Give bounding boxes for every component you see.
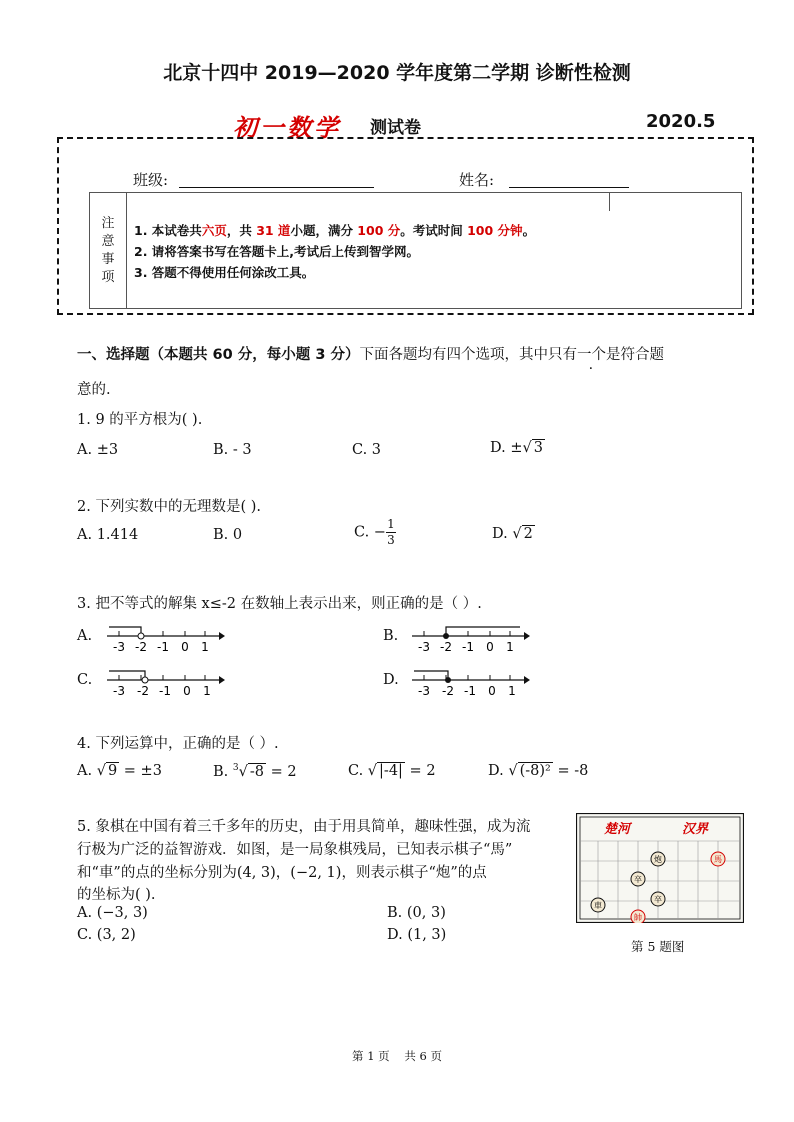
notice-text: 小题，满分 bbox=[290, 223, 358, 238]
notice-text: 1. 本试卷共 bbox=[134, 223, 202, 238]
tick-label: 0 bbox=[183, 684, 191, 698]
option-text: D. ± bbox=[490, 440, 523, 456]
sqrt-expression: √ 2 bbox=[512, 526, 533, 542]
sqrt-expression: √ 9 bbox=[96, 763, 118, 779]
table-divider bbox=[609, 193, 610, 211]
question-5-line-2: 行极为广泛的益智游戏．如图，是一局象棋残局，已知表示棋子“馬” bbox=[77, 842, 513, 858]
numerator: 1 bbox=[387, 517, 395, 531]
tick-label: -3 bbox=[113, 640, 125, 654]
option-text: C. − bbox=[354, 524, 386, 541]
q1-option-c[interactable]: C. 3 bbox=[352, 442, 382, 458]
tick-label: 1 bbox=[203, 684, 211, 698]
q1-option-d[interactable] bbox=[490, 440, 545, 456]
tick-label: 0 bbox=[488, 684, 496, 698]
option-text: A. bbox=[77, 763, 97, 779]
fraction bbox=[386, 518, 396, 547]
q1-option-a[interactable]: A. ±3 bbox=[77, 442, 119, 458]
q2-option-b[interactable]: B. 0 bbox=[213, 527, 243, 543]
tick-label: 0 bbox=[181, 640, 189, 654]
section-instructions: 下面各题均有四个选项，其中只有 bbox=[359, 347, 577, 363]
root-index: 3 bbox=[232, 763, 239, 773]
tick-label: -3 bbox=[418, 640, 430, 654]
question-3-stem: 3. 把不等式的解集 x≤-2 在数轴上表示出来，则正确的是（ ）. bbox=[77, 596, 482, 612]
denominator: 3 bbox=[387, 533, 395, 547]
subject-title: 初一数学 bbox=[233, 113, 341, 142]
question-5-line-3: 和“車”的点的坐标分别为(4, 3)，(−2, 1)，则表示棋子“炮”的点 bbox=[77, 865, 487, 881]
board-river-right: 汉界 bbox=[682, 822, 709, 837]
option-text: = ±3 bbox=[119, 763, 162, 779]
option-text: = 2 bbox=[404, 763, 436, 779]
notice-table bbox=[89, 192, 742, 309]
tick-label: 1 bbox=[508, 684, 516, 698]
exam-date: 2020.5 bbox=[646, 111, 716, 132]
notice-highlight: 六页 bbox=[201, 223, 227, 238]
page-number: 第 1 页 bbox=[352, 1049, 390, 1063]
tick-label: -1 bbox=[464, 684, 476, 698]
tick-label: 0 bbox=[486, 640, 494, 654]
section-heading bbox=[77, 343, 747, 364]
q3-option-a-label[interactable]: A. bbox=[77, 628, 93, 644]
tick-label: -2 bbox=[135, 640, 147, 654]
question-4-stem: 4. 下列运算中，正确的是（ ）. bbox=[77, 736, 279, 752]
q3-option-b-label[interactable]: B. bbox=[383, 628, 399, 644]
radicand: -8 bbox=[249, 763, 264, 780]
section-instructions-cont: 意的. bbox=[77, 382, 111, 398]
section-title: 一、选择题（本题共 60 分，每小题 3 分） bbox=[77, 347, 360, 363]
radicand: |-4| bbox=[379, 763, 403, 779]
q5-option-a[interactable]: A. (−3, 3) bbox=[77, 905, 148, 921]
number-line-a[interactable] bbox=[105, 622, 225, 654]
tick-label: -2 bbox=[442, 684, 454, 698]
emphasized-text: 一个 bbox=[576, 347, 606, 363]
notice-text: 。 bbox=[522, 223, 536, 238]
notice-text: 。考试时间 bbox=[400, 223, 468, 238]
radicand: 9 bbox=[107, 763, 118, 779]
radicand: (-8)² bbox=[519, 763, 551, 779]
name-label: 姓名: bbox=[459, 171, 495, 189]
question-5-line-1: 5. 象棋在中国有着三千多年的历史，由于用具简单，趣味性强，成为流 bbox=[77, 819, 531, 835]
tick-label: -1 bbox=[159, 684, 171, 698]
notice-heading bbox=[90, 193, 127, 308]
tick-label: -1 bbox=[157, 640, 169, 654]
q5-option-b[interactable]: B. (0, 3) bbox=[387, 905, 446, 921]
notice-item-2: 2. 请将答案书写在答题卡上,考试后上传到智学网。 bbox=[134, 244, 420, 259]
document-title: 北京十四中 2019—2020 学年度第二学期 诊断性检测 bbox=[163, 62, 631, 84]
question-5-line-4: 的坐标为( ). bbox=[77, 887, 156, 903]
piece-che: 車 bbox=[594, 901, 602, 910]
q2-option-d[interactable] bbox=[492, 526, 535, 542]
option-text: C. bbox=[348, 763, 368, 779]
number-line-d[interactable] bbox=[410, 666, 530, 698]
tick-label: -1 bbox=[462, 640, 474, 654]
radicand: 3 bbox=[533, 440, 543, 456]
notice-text: ，共 bbox=[226, 223, 257, 238]
q3-option-c-label[interactable]: C. bbox=[77, 672, 93, 688]
q3-option-d-label[interactable]: D. bbox=[383, 672, 399, 688]
question-2-stem: 2. 下列实数中的无理数是( ). bbox=[77, 499, 261, 515]
notice-heading-char: 项 bbox=[101, 269, 115, 285]
notice-highlight: 31 道 bbox=[256, 223, 291, 238]
q5-option-d[interactable]: D. (1, 3) bbox=[387, 927, 447, 943]
notice-heading-char: 意 bbox=[101, 233, 115, 249]
cbrt-expression: √ -8 bbox=[238, 763, 264, 780]
class-label: 班级: bbox=[133, 171, 169, 189]
option-text: = 2 bbox=[265, 763, 297, 780]
piece-pao: 炮 bbox=[654, 855, 662, 864]
chess-board-figure bbox=[576, 813, 744, 923]
option-text: B. bbox=[213, 763, 233, 780]
option-text: D. bbox=[488, 763, 509, 779]
tick-label: 1 bbox=[201, 640, 209, 654]
q4-option-a[interactable] bbox=[77, 763, 162, 779]
radicand: 2 bbox=[523, 526, 533, 542]
piece-shuai: 帥 bbox=[634, 913, 642, 922]
number-line-c[interactable] bbox=[105, 666, 225, 698]
name-input-line[interactable] bbox=[509, 187, 629, 188]
notice-item-1 bbox=[134, 221, 535, 239]
notice-heading-char: 事 bbox=[101, 251, 115, 267]
q5-option-c[interactable]: C. (3, 2) bbox=[77, 927, 136, 943]
number-line-b[interactable] bbox=[410, 622, 530, 654]
q2-option-a[interactable]: A. 1.414 bbox=[77, 527, 139, 543]
figure-caption: 第 5 题图 bbox=[631, 939, 685, 954]
q4-option-d[interactable] bbox=[488, 763, 588, 779]
question-1-stem: 1. 9 的平方根为( ). bbox=[77, 412, 203, 428]
tick-label: 1 bbox=[506, 640, 514, 654]
sqrt-expression: √ |-4| bbox=[367, 763, 403, 779]
section-instructions: 是符合题 bbox=[605, 347, 664, 363]
piece-zu-1: 卒 bbox=[634, 875, 642, 884]
tick-label: -2 bbox=[440, 640, 452, 654]
notice-highlight: 100 分钟 bbox=[467, 223, 523, 238]
sqrt-expression: √ (-8)² bbox=[508, 763, 551, 779]
q2-option-c[interactable] bbox=[354, 518, 396, 547]
tick-label: -2 bbox=[137, 684, 149, 698]
class-input-line[interactable] bbox=[179, 187, 374, 188]
piece-zu-2: 卒 bbox=[654, 895, 662, 904]
tick-label: -3 bbox=[113, 684, 125, 698]
piece-ma: 馬 bbox=[714, 855, 722, 864]
page-footer bbox=[0, 1048, 794, 1064]
q4-option-c[interactable] bbox=[348, 763, 436, 779]
tick-label: -3 bbox=[418, 684, 430, 698]
notice-heading-char: 注 bbox=[101, 215, 115, 231]
notice-highlight: 100 分 bbox=[357, 223, 401, 238]
paper-type-label: 测试卷 bbox=[370, 118, 421, 138]
q1-option-b[interactable]: B. - 3 bbox=[213, 442, 252, 458]
board-river-left: 楚河 bbox=[604, 822, 631, 837]
notice-item-3: 3. 答题不得使用任何涂改工具。 bbox=[134, 265, 315, 280]
q4-option-b[interactable] bbox=[213, 763, 297, 780]
page-total: 共 6 页 bbox=[404, 1049, 442, 1063]
sqrt-expression: √ 3 bbox=[522, 440, 543, 456]
option-text: D. bbox=[492, 526, 513, 542]
option-text: = -8 bbox=[552, 763, 589, 779]
